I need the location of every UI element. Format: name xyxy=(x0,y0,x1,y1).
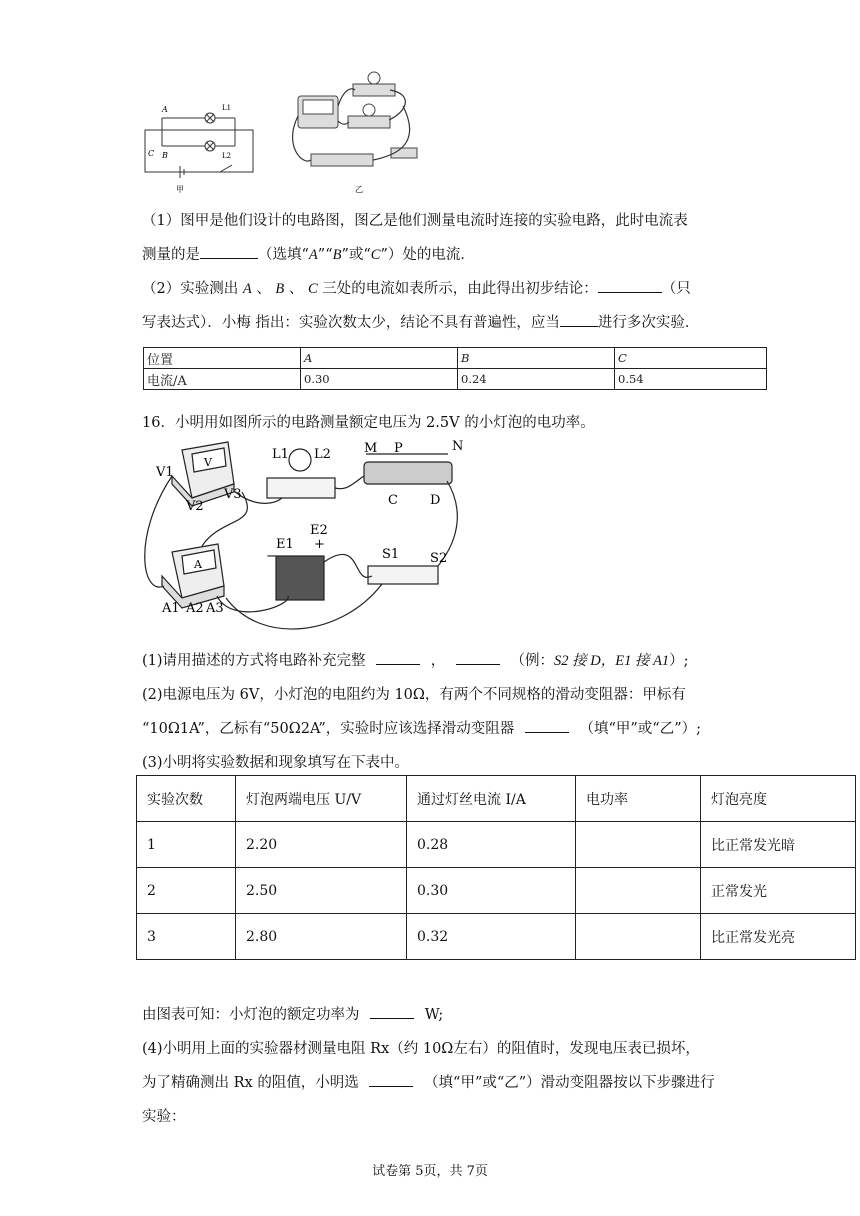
q16-step2-line1: (2)电源电压为 6V，小灯泡的电阻约为 10Ω，有两个不同规格的滑动变阻器：甲标有 xyxy=(142,687,686,703)
table-row xyxy=(137,822,856,868)
q16-step3: (3)小明将实验数据和现象填写在下表中。 xyxy=(142,755,410,771)
svg-text:M: M xyxy=(364,441,378,456)
table-row xyxy=(137,914,856,960)
option-a: A xyxy=(308,247,318,263)
q16-step2-line2 xyxy=(142,717,701,738)
q16-title: 16．小明用如图所示的电路测量额定电压为 2.5V 的小灯泡的电功率。 xyxy=(142,415,595,431)
svg-text:甲: 甲 xyxy=(176,185,184,194)
q15-part2-line2 xyxy=(142,311,699,332)
text: （选填“ xyxy=(258,247,309,263)
svg-text:乙: 乙 xyxy=(355,185,363,194)
q16-circuit-figure xyxy=(142,436,472,636)
example-text: S2 接 D，E1 接 A1 xyxy=(553,653,670,669)
text: ， xyxy=(430,653,446,669)
q16-step1 xyxy=(142,649,689,670)
text: ”或“ xyxy=(341,247,371,263)
svg-text:A1: A1 xyxy=(162,601,180,616)
table-header: 通过灯丝电流 I/A xyxy=(407,776,576,822)
svg-text:V: V xyxy=(204,456,212,469)
var-a: A xyxy=(242,281,252,297)
table-cell: 2 xyxy=(137,868,236,914)
page-footer: 试卷第 5页，共 7页 xyxy=(372,1164,488,1179)
svg-text:B: B xyxy=(162,151,168,160)
table-row xyxy=(137,868,856,914)
svg-text:A: A xyxy=(162,105,168,114)
answer-blank[interactable] xyxy=(456,650,500,665)
table-cell: B xyxy=(458,348,615,369)
figure-yi-photo xyxy=(283,66,433,196)
var-c: C xyxy=(308,281,318,297)
answer-blank[interactable] xyxy=(369,1072,413,1087)
svg-text:L1: L1 xyxy=(222,104,232,112)
table-row xyxy=(144,369,767,390)
text: (1)请用描述的方式将电路补充完整 xyxy=(142,653,366,669)
text: （填“甲”或“乙”）滑动变阻器按以下步骤进行 xyxy=(424,1075,715,1091)
text: （填“甲”或“乙”）; xyxy=(579,721,701,737)
answer-blank[interactable] xyxy=(370,1004,414,1019)
table-header: 电功率 xyxy=(576,776,701,822)
svg-text:E2: E2 xyxy=(310,523,328,538)
svg-text:A2: A2 xyxy=(186,601,204,616)
table-header: 实验次数 xyxy=(137,776,236,822)
text: ”）处的电流． xyxy=(380,247,475,263)
svg-text:D: D xyxy=(430,493,441,508)
answer-blank[interactable] xyxy=(598,278,662,293)
var-b: B xyxy=(275,281,285,297)
table-cell[interactable] xyxy=(576,914,701,960)
text: 写表达式）．小梅 指出：实验次数太少，结论不具有普遍性，应当 xyxy=(142,315,560,331)
q15-part2-line1 xyxy=(142,277,691,298)
q15-current-table xyxy=(143,347,767,390)
table-cell: C xyxy=(615,348,767,369)
table-cell: 2.50 xyxy=(236,868,407,914)
svg-text:N: N xyxy=(452,439,464,454)
table-cell: 0.28 xyxy=(407,822,576,868)
svg-text:C: C xyxy=(388,493,398,508)
svg-text:+: + xyxy=(314,537,325,552)
svg-text:V2: V2 xyxy=(186,499,204,514)
svg-text:P: P xyxy=(394,441,403,456)
option-b: B xyxy=(332,247,342,263)
table-cell: 0.32 xyxy=(407,914,576,960)
table-cell: 2.20 xyxy=(236,822,407,868)
option-c: C xyxy=(370,247,381,263)
svg-text:A: A xyxy=(194,558,202,571)
text: 进行多次实验． xyxy=(597,315,700,331)
table-cell[interactable] xyxy=(576,822,701,868)
svg-text:V1: V1 xyxy=(156,465,174,480)
answer-blank[interactable] xyxy=(376,650,420,665)
table-cell: 比正常发光暗 xyxy=(701,822,856,868)
q16-step4-line3: 实验： xyxy=(142,1109,186,1125)
table-header: 灯泡亮度 xyxy=(701,776,856,822)
table-cell: 电流/A xyxy=(144,369,301,390)
text: 、 xyxy=(256,281,271,297)
table-cell: 位置 xyxy=(144,348,301,369)
text: 由图表可知：小灯泡的额定功率为 xyxy=(142,1007,360,1023)
svg-text:V3: V3 xyxy=(224,487,242,502)
q15-part1-line1: （1）图甲是他们设计的电路图，图乙是他们测量电流时连接的实验电路，此时电流表 xyxy=(142,213,688,229)
table-header: 灯泡两端电压 U/V xyxy=(236,776,407,822)
q16-step4-line1: (4)小明用上面的实验器材测量电阻 Rx（约 10Ω左右）的阻值时，发现电压表已损坏， xyxy=(142,1041,700,1057)
q16-rated-power-line xyxy=(142,1003,443,1024)
answer-blank[interactable] xyxy=(525,718,569,733)
text: “10Ω1A”，乙标有“50Ω2A”，实验时应该选择滑动变阻器 xyxy=(142,721,515,737)
svg-text:L2: L2 xyxy=(314,447,331,462)
svg-text:A3: A3 xyxy=(206,601,224,616)
text: ）; xyxy=(669,653,689,669)
svg-text:L2: L2 xyxy=(222,152,232,160)
table-row xyxy=(137,776,856,822)
table-row xyxy=(144,348,767,369)
table-cell: 3 xyxy=(137,914,236,960)
table-cell: 比正常发光亮 xyxy=(701,914,856,960)
text: 、 xyxy=(288,281,304,297)
text: 为了精确测出 Rx 的阻值，小明选 xyxy=(142,1075,359,1091)
table-cell: 正常发光 xyxy=(701,868,856,914)
q16-data-table xyxy=(136,775,856,960)
svg-text:E1: E1 xyxy=(276,537,294,552)
table-cell: 1 xyxy=(137,822,236,868)
svg-text:C: C xyxy=(148,149,155,158)
answer-blank[interactable] xyxy=(200,244,258,259)
table-cell: 0.30 xyxy=(301,369,458,390)
table-cell: 0.54 xyxy=(615,369,767,390)
table-cell: 2.80 xyxy=(236,914,407,960)
table-cell: 0.24 xyxy=(458,369,615,390)
text: （2）实验测出 xyxy=(142,281,239,297)
text: （例： xyxy=(510,653,554,669)
table-cell: 0.30 xyxy=(407,868,576,914)
text: W; xyxy=(424,1007,444,1023)
text: 测量的是 xyxy=(142,247,200,263)
svg-text:S1: S1 xyxy=(382,547,400,562)
text: 三处的电流如表所示，由此得出初步结论： xyxy=(322,281,598,297)
answer-blank[interactable] xyxy=(560,312,598,327)
q15-part1-line2 xyxy=(142,243,475,264)
table-cell[interactable] xyxy=(576,868,701,914)
figure-jia-circuit xyxy=(140,96,270,196)
q16-step4-line2 xyxy=(142,1071,715,1092)
text: ”“ xyxy=(317,247,333,263)
svg-text:−: − xyxy=(266,549,277,564)
text: （只 xyxy=(661,281,691,297)
table-cell: A xyxy=(301,348,458,369)
svg-text:L1: L1 xyxy=(272,447,289,462)
svg-text:S2: S2 xyxy=(430,551,448,566)
